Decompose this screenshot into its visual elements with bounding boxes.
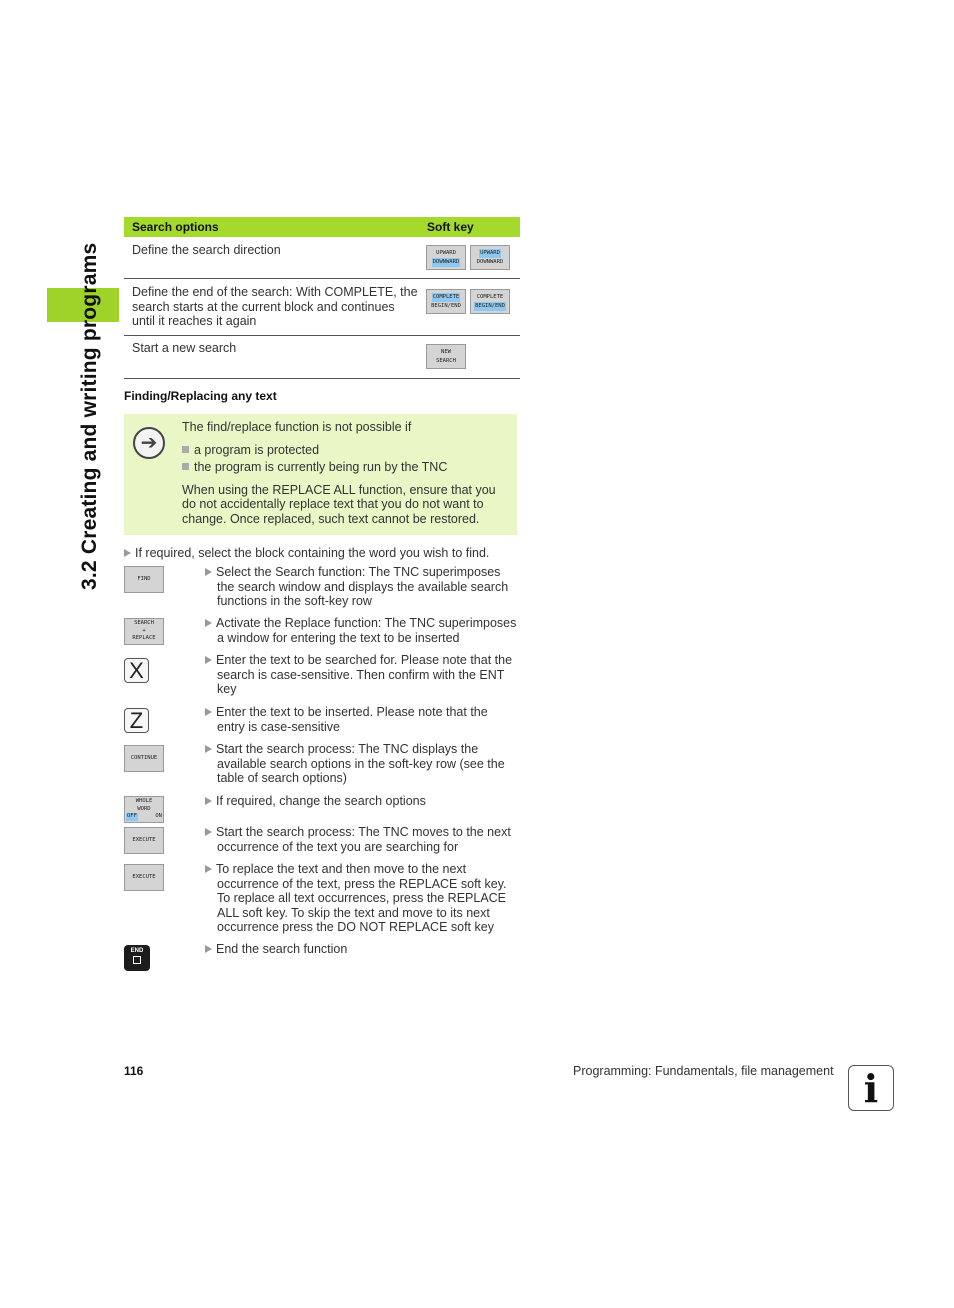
triangle-bullet-icon [205,745,212,753]
arrow-right-icon: ➔ [133,427,165,459]
triangle-bullet-icon [205,708,212,716]
complete-beginend-softkey[interactable] [426,289,466,314]
softkey-label: DOWNWARD [476,258,504,265]
softkey-label-active: DOWNWARD [432,258,460,265]
page-number: 116 [124,1064,144,1078]
z-key[interactable]: Z [124,708,149,733]
step-1: Select the Search function: The TNC superimposes the search window and displays the available search functions in the soft-key row [205,565,520,609]
triangle-bullet-icon [205,865,212,873]
continue-softkey[interactable]: CONTINUE [124,745,164,772]
upward-downward-softkey[interactable] [426,245,466,270]
option-end-text: Define the end of the search: With COMPLETE, the search starts at the current block and continues until it reaches it again [132,285,418,328]
step-7: Start the search process: The TNC moves to the next occurrence of the text you are searching for [205,825,520,854]
softkey-label: SEARCH [436,357,456,364]
search-options-table [124,217,520,379]
step-2: Activate the Replace function: The TNC superimposes a window for entering the text to be inserted [205,616,520,645]
header-search-options: Search options [132,220,219,234]
x-key[interactable]: X [124,658,149,683]
softkey-label: COMPLETE [476,293,504,300]
step-5: Start the search process: The TNC displays the available search options in the soft-key row (see the table of search options) [205,742,520,786]
softkey-label-active: COMPLETE [432,293,460,300]
end-key[interactable]: END [124,945,150,971]
section-heading: Finding/Replacing any text [124,389,277,403]
softkey-label-active: BEGIN/END [475,302,505,309]
search-replace-softkey[interactable]: SEARCH + REPLACE [124,618,164,645]
list-item: a program is protected [182,443,512,458]
complete-beginend-softkey[interactable] [470,289,510,314]
triangle-bullet-icon [205,945,212,953]
bullet-square-icon [182,446,189,453]
find-softkey[interactable]: FIND [124,566,164,593]
triangle-bullet-icon [205,828,212,836]
table-row [124,237,520,279]
step-6: If required, change the search options [205,794,520,809]
new-search-softkey[interactable] [426,344,466,369]
triangle-bullet-icon [205,797,212,805]
upward-downward-softkey[interactable] [470,245,510,270]
intro-step: If required, select the block containing the word you wish to find. [124,546,489,560]
list-item: the program is currently being run by the TNC [182,460,512,475]
step-9: End the search function [205,942,520,957]
table-header [124,217,520,237]
footer-title: Programming: Fundamentals, file management [573,1064,834,1078]
header-soft-key: Soft key [427,220,474,234]
softkey-label-active: UPWARD [480,249,500,256]
triangle-bullet-icon [124,549,131,557]
execute-softkey[interactable]: EXECUTE [124,827,164,854]
note-box [124,414,517,535]
option-new-search-text: Start a new search [132,341,237,355]
whole-word-softkey[interactable]: WHOLE WORD OFF ON [124,796,164,823]
softkey-label: BEGIN/END [431,302,461,309]
note-intro: The find/replace function is not possible if [182,420,412,434]
info-icon: i [848,1065,894,1111]
note-warning: When using the REPLACE ALL function, ensure that you do not accidentally replace text that you do not want to change. Once replaced, such text cannot be restored. [182,482,496,526]
step-3: Enter the text to be searched for. Please note that the search is case-sensitive. Then confirm with the ENT key [205,653,520,697]
square-icon [133,956,141,964]
bullet-square-icon [182,463,189,470]
triangle-bullet-icon [205,656,212,664]
table-row [124,336,520,379]
execute-softkey[interactable]: EXECUTE [124,864,164,891]
triangle-bullet-icon [205,619,212,627]
step-4: Enter the text to be inserted. Please note that the entry is case-sensitive [205,705,520,734]
step-8: To replace the text and then move to the next occurrence of the text, press the REPLACE soft key. To replace all text occurrences, press the REPLACE ALL soft key. To skip the text and move to its next occurrence press the DO NOT REPLACE soft key [205,862,520,935]
triangle-bullet-icon [205,568,212,576]
softkey-label: NEW [441,348,451,355]
chapter-title: 3.2 Creating and writing programs [78,242,101,590]
option-direction-text: Define the search direction [132,243,281,257]
table-row [124,279,520,336]
softkey-label: UPWARD [436,249,456,256]
